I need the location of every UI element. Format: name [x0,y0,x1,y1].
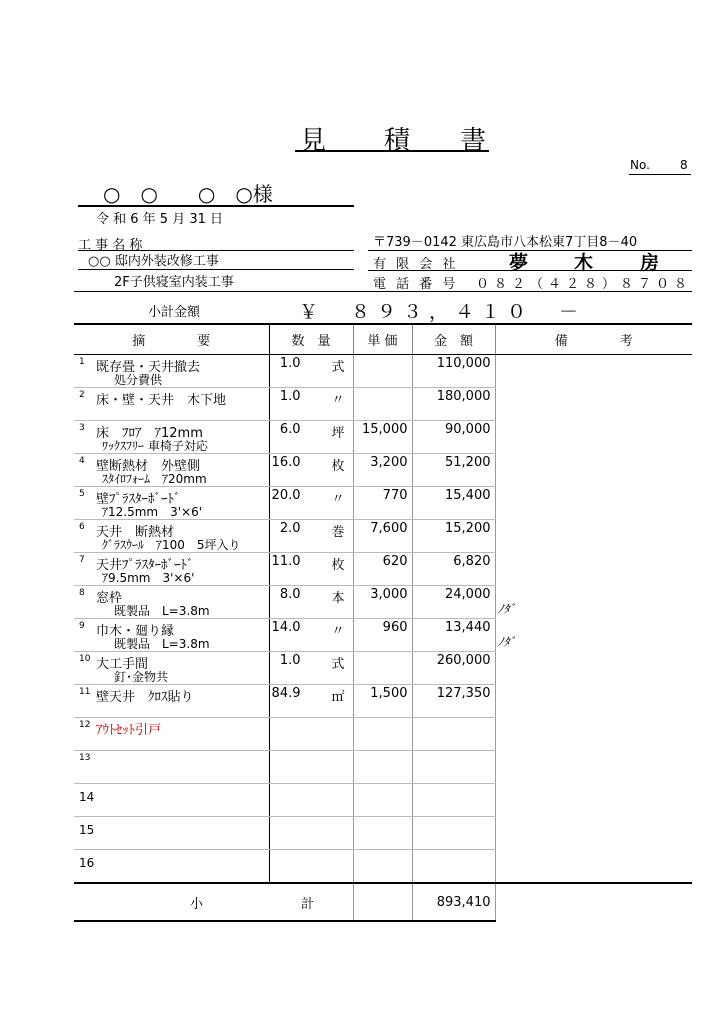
row-desc-cell [74,388,269,421]
construction-name-2: 2F子供寝室内装工事 [114,275,234,290]
row-amount-cell [412,619,495,652]
row-note: ﾉﾀﾞ [497,601,516,616]
row-price-cell [353,619,412,652]
row-desc-cell [74,751,269,784]
row-price: 960 [382,620,408,635]
row-amount-cell [412,355,495,388]
row-price-cell [353,487,412,520]
row-amount-cell [412,487,495,520]
row-desc-cell [74,817,269,850]
row-qty-cell [269,718,353,751]
row-qty: 2.0 [279,521,301,536]
row-amount-cell [412,520,495,553]
row-qty: 8.0 [279,587,301,602]
row-desc-cell [74,619,269,652]
recipient-name: ○ ○ ○ ○様 [103,182,273,206]
table-row [74,718,692,751]
row-price-cell [353,850,412,884]
row-desc-sub: 釘･金物共 [114,670,169,684]
row-note-cell [495,718,692,751]
divider [78,269,354,270]
row-price-cell [353,817,412,850]
row-unit: 式 [331,657,345,672]
title-char: 見 [300,126,327,156]
row-note-cell [495,355,692,388]
row-number: 6 [79,522,85,532]
table-row [74,652,692,685]
row-amount: 127,350 [436,686,491,701]
table-row [74,454,692,487]
phone-number: ０８２（４２８）８７０８ [476,277,693,292]
table-row [74,619,692,652]
subtotal-row [74,883,692,921]
row-price-cell [353,718,412,751]
row-unit: 本 [331,591,345,606]
row-price-cell [353,784,412,817]
row-unit: 枚 [331,558,345,573]
row-qty: 6.0 [279,422,301,437]
row-price-cell [353,388,412,421]
row-unit: 坪 [331,426,345,441]
row-desc-main: ｱｳﾄｾｯﾄ引戸 [96,723,162,738]
row-unit: 枚 [331,459,345,474]
row-price: 3,200 [370,455,408,470]
table-row [74,388,692,421]
header-amount: 金 額 [412,325,495,355]
row-note-cell [495,553,692,586]
row-amount: 90,000 [445,422,491,437]
row-desc-cell [74,355,269,388]
table-row [74,520,692,553]
row-note-cell [495,817,692,850]
row-qty-cell [269,487,353,520]
row-price-cell [353,421,412,454]
row-unit: 巻 [331,525,345,540]
row-desc-sub: 処分費供 [114,373,163,387]
row-price-cell [353,553,412,586]
row-note-cell [495,421,692,454]
header-desc: 摘 要 [74,325,269,355]
row-amount: 6,820 [453,554,491,569]
row-desc-main: 床・壁・天井 木下地 [96,393,227,408]
row-desc-main: 窓枠 [96,591,123,606]
row-unit: 〃 [331,393,345,408]
company-type: 有 限 会 社 [373,257,459,272]
issue-date: 令 和 6 年 5 月 31 日 [96,212,224,227]
row-qty-cell [269,553,353,586]
row-price: 620 [382,554,408,569]
construction-label: 工 事 名 称 [78,238,143,253]
row-note-cell [495,454,692,487]
row-desc-main: 巾木・廻り縁 [96,624,175,639]
subtotal-row-amount: 893,410 [412,883,495,921]
title-underline [295,150,489,152]
row-desc-main: 大工手間 [96,657,149,672]
row-qty-cell [269,652,353,685]
row-desc-cell [74,454,269,487]
row-qty: 1.0 [279,356,301,371]
row-number: 8 [79,588,85,598]
row-price: 1,500 [370,686,408,701]
row-amount: 24,000 [445,587,491,602]
row-amount-cell [412,685,495,718]
row-amount: 15,400 [445,488,491,503]
row-qty: 1.0 [279,653,301,668]
row-qty-cell [269,520,353,553]
table-row [74,421,692,454]
row-number: 12 [79,720,91,730]
row-price-cell [353,355,412,388]
row-amount-cell [412,586,495,619]
row-number: 14 [79,790,95,804]
row-desc-cell [74,850,269,884]
company-address: 〒739－0142 東広島市八本松東7丁目8－40 [373,235,638,250]
row-desc-main: 床 ﾌﾛｱ ｱ12mm [96,426,203,441]
row-number: 2 [79,390,85,400]
row-amount-cell [412,718,495,751]
subtotal-row-empty [353,883,412,921]
row-amount-cell [412,850,495,884]
table-row [74,586,692,619]
row-amount-cell [412,652,495,685]
row-desc-cell [74,553,269,586]
row-note-cell [495,652,692,685]
doc-number-underline [629,174,691,175]
row-desc-sub: ｱ9.5mm 3'×6' [102,571,195,585]
row-amount-cell [412,751,495,784]
table-row [74,553,692,586]
row-desc-cell [74,784,269,817]
row-amount: 13,440 [445,620,491,635]
row-note-cell [495,685,692,718]
subtotal-label: 小計金額 [148,305,201,320]
title-char: 積 [384,126,411,156]
row-unit: 〃 [331,492,345,507]
row-number: 1 [79,357,85,367]
subtotal-row-note [495,883,692,921]
row-note-cell [495,388,692,421]
header-note: 備 考 [495,325,692,355]
row-amount-cell [412,454,495,487]
table-header-row [74,325,692,355]
row-desc-cell [74,520,269,553]
recipient-underline [78,205,354,207]
row-qty-cell [269,355,353,388]
row-qty: 14.0 [271,620,301,635]
row-note-cell [495,619,692,652]
company-name-char: 木 [574,252,594,274]
header-qty: 数 量 [269,325,353,355]
row-desc-main: 壁断熱材 外壁側 [96,459,201,474]
row-note-cell [495,586,692,619]
row-desc-main: 天井 断熱材 [96,525,175,540]
row-desc-sub: ﾜｯｸｽﾌﾘｰ 車椅子対応 [102,439,208,453]
row-amount-cell [412,421,495,454]
subtotal-amount: ￥ ８９３，４１０ － [299,301,586,323]
row-price-cell [353,454,412,487]
row-price: 15,000 [362,422,408,437]
row-desc-main: 既存畳・天井撤去 [96,360,201,375]
row-note-cell [495,850,692,884]
row-price: 7,600 [370,521,408,536]
header-price: 単 価 [353,325,412,355]
row-number: 13 [79,753,91,763]
row-number: 7 [79,555,85,565]
row-note-cell [495,487,692,520]
row-number: 11 [79,687,91,697]
row-qty: 1.0 [279,389,301,404]
company-name-char: 夢 [509,252,529,274]
row-unit: 式 [331,360,345,375]
row-price-cell [353,751,412,784]
row-desc-cell [74,652,269,685]
row-amount: 180,000 [436,389,491,404]
row-desc-sub: 既製品 L=3.8m [114,637,210,651]
row-price-cell [353,520,412,553]
row-amount: 260,000 [436,653,491,668]
estimate-table [74,325,692,922]
row-desc-cell [74,685,269,718]
row-amount-cell [412,388,495,421]
table-row [74,355,692,388]
row-amount-cell [412,553,495,586]
row-qty-cell [269,751,353,784]
row-amount-cell [412,784,495,817]
row-desc-cell [74,586,269,619]
subtotal-row-label [74,883,269,921]
doc-number-value: 8 [680,158,688,172]
table-row [74,487,692,520]
construction-name-1: ○○ 邸内外装改修工事 [88,254,219,269]
row-desc-cell [74,718,269,751]
row-qty: 84.9 [271,686,301,701]
row-qty: 16.0 [271,455,301,470]
row-qty: 11.0 [271,554,301,569]
row-note-cell [495,784,692,817]
row-note-cell [495,751,692,784]
row-amount: 15,200 [445,521,491,536]
row-qty-cell [269,421,353,454]
row-price: 770 [382,488,408,503]
row-qty-cell [269,388,353,421]
row-unit: ㎡ [331,690,345,705]
row-note-cell [495,520,692,553]
table-row [74,850,692,884]
row-desc-sub: ｽﾀｲﾛﾌｫｰﾑ ｱ20mm [102,472,207,486]
company-name-char: 房 [640,252,660,274]
row-amount: 51,200 [445,455,491,470]
subtotal-row-label-right: 計 [301,897,315,912]
title-char: 書 [460,126,487,156]
table-row [74,817,692,850]
subtotal-row-label-left: 小 [190,897,204,912]
row-number: 5 [79,489,85,499]
doc-number-label: No. [630,158,650,172]
row-qty-cell [269,850,353,884]
row-desc-sub: 既製品 L=3.8m [114,604,210,618]
row-desc-main: 天井ﾌﾟﾗｽﾀｰﾎﾞｰﾄﾞ [96,558,194,573]
row-unit: 〃 [331,624,345,639]
subtotal-row-label-cell [269,883,353,921]
row-number: 3 [79,423,85,433]
row-qty-cell [269,586,353,619]
phone-label: 電 話 番 号 [373,277,459,292]
row-number: 15 [79,823,95,837]
divider [74,291,692,292]
row-qty: 20.0 [271,488,301,503]
row-qty-cell [269,685,353,718]
doc-number [630,158,688,172]
table-row [74,784,692,817]
row-price-cell [353,586,412,619]
row-amount-cell [412,817,495,850]
row-price-cell [353,652,412,685]
row-qty-cell [269,454,353,487]
table-row [74,685,692,718]
row-price-cell [353,685,412,718]
row-number: 10 [79,654,91,664]
row-price: 3,000 [370,587,408,602]
row-desc-sub: ｱ12.5mm 3'×6' [102,505,203,519]
table-row [74,751,692,784]
row-desc-main: 壁ﾌﾟﾗｽﾀｰﾎﾞｰﾄﾞ [96,492,181,507]
row-number: 9 [79,621,85,631]
row-desc-cell [74,487,269,520]
row-number: 4 [79,456,85,466]
row-desc-cell [74,421,269,454]
row-qty-cell [269,784,353,817]
row-qty-cell [269,817,353,850]
row-number: 16 [79,856,95,870]
row-qty-cell [269,619,353,652]
row-desc-main: 壁天井 ｸﾛｽ貼り [96,690,194,705]
row-note: ﾉﾀﾞ [497,634,516,649]
divider [368,270,692,271]
row-desc-sub: ｸﾞﾗｽｳｰﾙ ｱ100 5坪入り [102,538,241,552]
row-amount: 110,000 [436,356,491,371]
